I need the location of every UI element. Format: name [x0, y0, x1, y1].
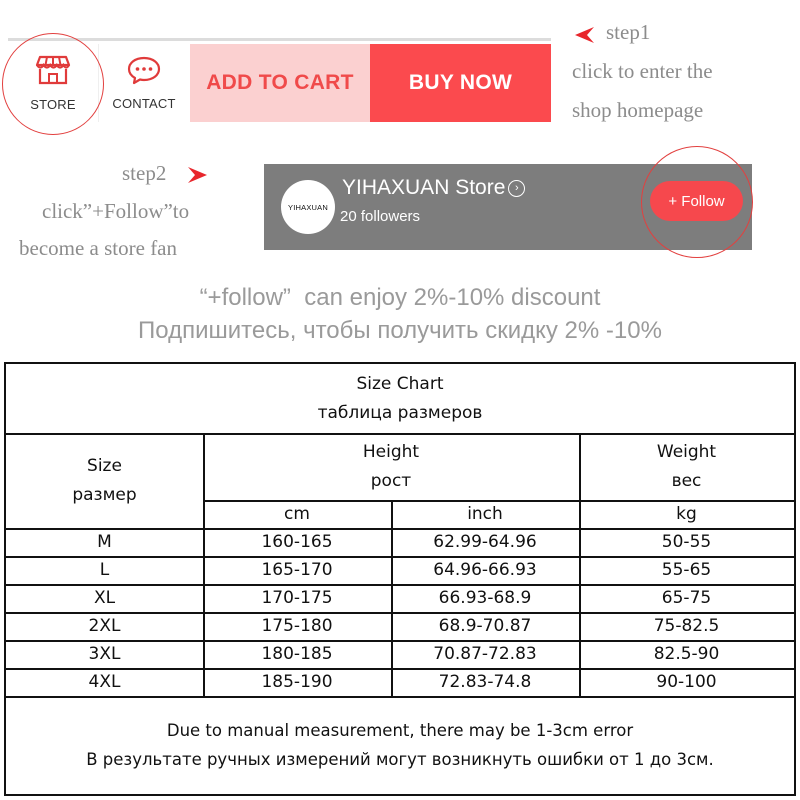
store-logo[interactable]: YIHAXUAN	[281, 180, 335, 234]
promo-text-en: “+follow” can enjoy 2%-10% discount	[199, 284, 601, 311]
step2-label: step2	[122, 161, 167, 185]
cell-inch: 64.96-66.93	[433, 560, 537, 580]
step1-line-2: shop homepage	[572, 98, 704, 122]
cell-size: XL	[93, 588, 116, 608]
follow-highlight-circle	[641, 146, 753, 258]
cell-size: 2XL	[88, 616, 121, 636]
step1-label: step1	[606, 20, 651, 44]
cell-inch: 62.99-64.96	[433, 532, 537, 552]
cell-size: L	[99, 560, 110, 580]
step2-line-1: click”+Follow”to	[42, 199, 190, 223]
cell-kg: 50-55	[661, 532, 712, 552]
size-chart-table	[4, 362, 796, 796]
cell-size: M	[97, 532, 112, 552]
cell-kg: 75-82.5	[653, 616, 720, 636]
height-header-en: Height	[362, 441, 420, 462]
title-ru: таблица размеров	[317, 402, 483, 423]
cell-inch: 72.83-74.8	[438, 672, 532, 692]
contact-button[interactable]	[100, 44, 188, 122]
arrow-pointer-right-icon	[186, 165, 208, 190]
unit-inch: inch	[467, 504, 503, 524]
store-label: STORE	[30, 97, 76, 112]
cell-cm: 160-165	[261, 532, 333, 552]
store-highlight-circle	[2, 33, 104, 135]
cell-kg: 65-75	[661, 588, 712, 608]
title-en: Size Chart	[356, 373, 444, 394]
step1-line-1: click to enter the	[572, 59, 713, 83]
note-ru: В результате ручных измерений могут возникнуть ошибки от 1 до 3см.	[86, 750, 714, 769]
chat-bubble-icon	[126, 55, 162, 90]
cell-kg: 90-100	[656, 672, 717, 692]
weight-header-ru: вес	[671, 470, 702, 491]
measurement-note	[6, 696, 794, 794]
cell-kg: 55-65	[661, 560, 712, 580]
unit-cm: cm	[284, 504, 310, 524]
buy-now-button[interactable]: BUY NOW	[370, 44, 551, 122]
step2-line-2: become a store fan	[19, 236, 178, 260]
store-name: YIHAXUAN Store	[342, 176, 506, 199]
follow-button[interactable]: + Follow	[650, 181, 743, 221]
unit-kg: kg	[676, 504, 697, 524]
promo-text-ru: Подпишитесь, чтобы получить скидку 2% -10%	[138, 317, 662, 344]
chevron-right-circle-icon: ›	[508, 180, 525, 197]
cell-cm: 180-185	[261, 644, 333, 664]
weight-header	[579, 433, 794, 500]
cell-cm: 185-190	[261, 672, 333, 692]
cell-size: 3XL	[88, 644, 121, 664]
weight-header-en: Weight	[656, 441, 717, 462]
add-to-cart-button[interactable]: ADD TO CART	[190, 44, 370, 122]
cell-inch: 68.9-70.87	[438, 616, 532, 636]
cell-size: 4XL	[88, 672, 121, 692]
note-en: Due to manual measurement, there may be 1-3cm error	[166, 721, 634, 740]
size-chart-title	[6, 364, 794, 433]
followers-count: 20 followers	[340, 208, 421, 225]
top-divider	[8, 38, 551, 41]
cell-cm: 165-170	[261, 560, 333, 580]
cell-cm: 170-175	[261, 588, 333, 608]
store-name-link[interactable]	[342, 176, 525, 200]
cell-kg: 82.5-90	[653, 644, 720, 664]
height-header-ru: рост	[370, 470, 412, 491]
size-header	[6, 433, 203, 528]
cell-inch: 66.93-68.9	[438, 588, 532, 608]
contact-label: CONTACT	[112, 96, 176, 111]
size-header-ru: размер	[72, 484, 137, 505]
arrow-pointer-left-icon	[574, 25, 596, 50]
cell-cm: 175-180	[261, 616, 333, 636]
cell-inch: 70.87-72.83	[433, 644, 537, 664]
size-header-en: Size	[87, 455, 122, 476]
height-header	[203, 433, 579, 500]
